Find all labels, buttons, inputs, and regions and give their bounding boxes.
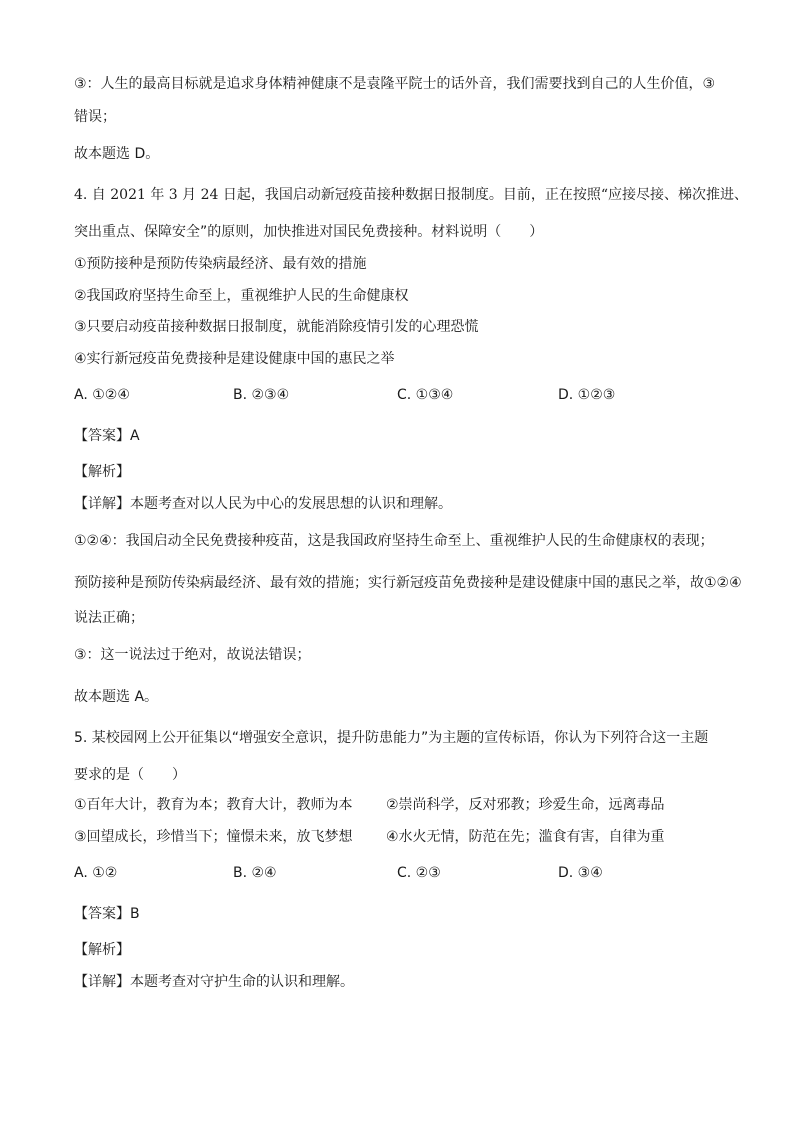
- option-d: D. ①②③: [558, 387, 616, 403]
- detail: 故本题选 A。: [74, 689, 159, 705]
- statement: ③回望成长，珍惜当下；憧憬未来，放飞梦想: [74, 829, 353, 845]
- option-c: C. ①③④: [397, 387, 454, 403]
- analysis-heading: 【解析】: [74, 942, 130, 958]
- statement: ②我国政府坚持生命至上，重视维护人民的生命健康权: [74, 288, 409, 304]
- detail: ①②④：我国启动全民免费接种疫苗，这是我国政府坚持生命至上、重视维护人民的生命健康权的表现；: [74, 533, 714, 549]
- statement: ④实行新冠疫苗免费接种是建设健康中国的惠民之举: [74, 351, 395, 367]
- detail: 【详解】本题考查对守护生命的认识和理解。: [74, 974, 354, 990]
- option-a: A. ①②: [74, 865, 118, 881]
- answer: 【答案】B: [74, 906, 140, 922]
- question-4-stem: 4. 自 2021 年 3 月 24 日起，我国启动新冠疫苗接种数据日报制度。目前，正在按照“应接尽接、梯次推进、: [74, 187, 749, 203]
- statement: ①百年大计，教育为本；教育大计，教师为本: [74, 797, 353, 813]
- question-5-stem: 要求的是（ ）: [74, 767, 186, 783]
- question-5-stem: 5. 某校园网上公开征集以“增强安全意识，提升防患能力”为主题的宣传标语，你认为下列符合这一主题: [74, 730, 709, 746]
- option-c: C. ②③: [397, 865, 441, 881]
- text-line: 故本题选 D。: [74, 146, 160, 162]
- detail: 【详解】本题考查对以人民为中心的发展思想的认识和理解。: [74, 496, 452, 512]
- text-line: 错误；: [74, 109, 116, 125]
- statement: ①预防接种是预防传染病最经济、最有效的措施: [74, 256, 367, 272]
- analysis-heading: 【解析】: [74, 464, 130, 480]
- statement: ③只要启动疫苗接种数据日报制度，就能消除疫情引发的心理恐慌: [74, 319, 479, 335]
- text-line: ③：人生的最高目标就是追求身体精神健康不是袁隆平院士的话外音，我们需要找到自己的人生价值，③: [74, 76, 716, 92]
- statement: ②崇尚科学，反对邪教；珍爱生命，远离毒品: [386, 797, 665, 813]
- detail: 说法正确；: [74, 610, 144, 626]
- detail: ③：这一说法过于绝对，故说法错误；: [74, 647, 311, 663]
- option-b: B. ②④: [233, 865, 277, 881]
- option-b: B. ②③④: [233, 387, 290, 403]
- detail: 预防接种是预防传染病最经济、最有效的措施；实行新冠疫苗免费接种是建设健康中国的惠民之举，故①②④: [74, 575, 742, 591]
- option-d: D. ③④: [558, 865, 603, 881]
- statement: ④水火无情，防范在先；滥食有害，自律为重: [386, 829, 665, 845]
- answer: 【答案】A: [74, 428, 140, 444]
- question-4-stem: 突出重点、保障安全”的原则，加快推进对国民免费接种。材料说明（ ）: [74, 224, 544, 240]
- option-a: A. ①②④: [74, 387, 130, 403]
